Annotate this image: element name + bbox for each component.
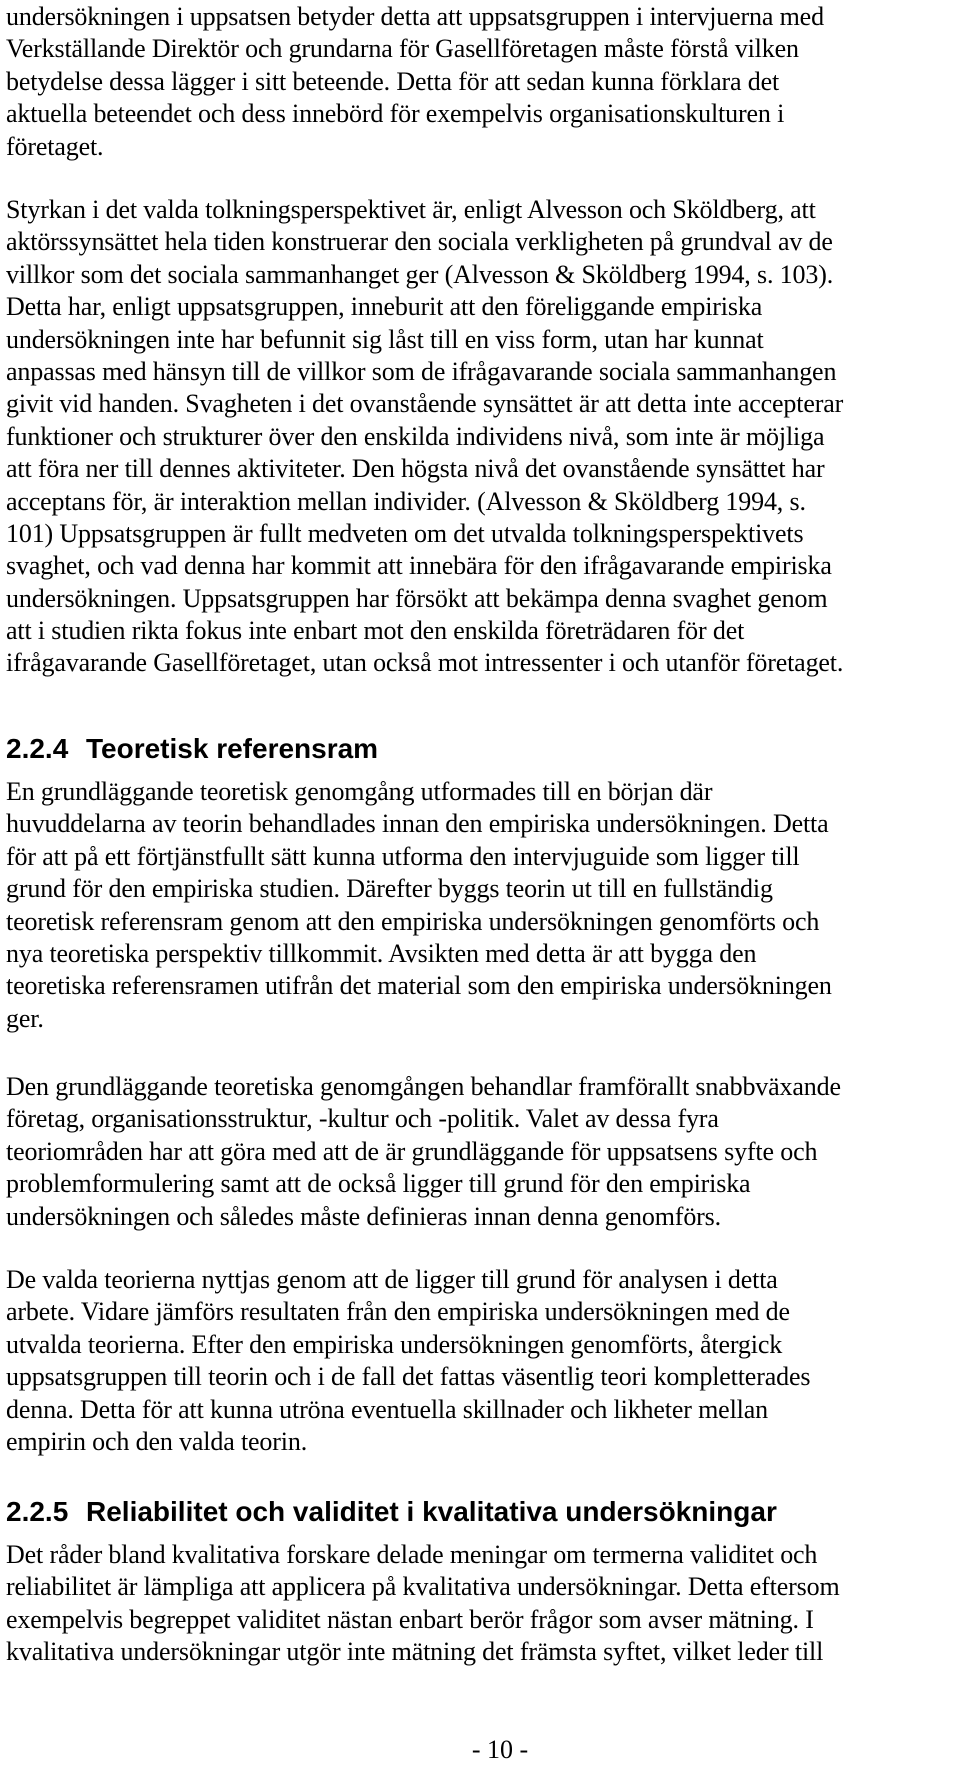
- text-line: teoretisk referensram genom att den empiriska undersökningen genomförts och: [6, 906, 820, 936]
- text-line: problemformulering samt att de också ligger till grund för den empiriska: [6, 1169, 751, 1199]
- text-line: givit vid handen. Svagheten i det ovanstående synsättet är att detta inte accepterar: [6, 389, 844, 419]
- text-line: svaghet, och vad denna har kommit att innebära för den ifrågavarande empiriska: [6, 551, 832, 581]
- text-line: acceptans för, är interaktion mellan individer. (Alvesson & Sköldberg 1994, s.: [6, 486, 806, 516]
- paragraph-teoriomraden: [6, 1071, 956, 1233]
- section-heading-2-2-5: [6, 1495, 777, 1529]
- text-line: betydelse dessa lägger i sitt beteende. Detta för att sedan kunna förklara det: [6, 66, 780, 96]
- text-line: anpassas med hänsyn till de villkor som de ifrågavarande sociala sammanhangen: [6, 356, 837, 386]
- section-title: Reliabilitet och validitet i kvalitativa undersökningar: [86, 1496, 777, 1527]
- text-line: denna. Detta för att kunna utröna eventuella skillnader och likheter mellan: [6, 1394, 768, 1424]
- text-line: undersökningen och således måste definieras innan denna genomförs.: [6, 1201, 721, 1231]
- text-line: aktörssynsättet hela tiden konstruerar den sociala verkligheten på grundval av de: [6, 227, 833, 257]
- text-line: undersökningen inte har befunnit sig låst till en viss form, utan har kunnat: [6, 324, 764, 354]
- text-line: De valda teorierna nyttjas genom att de ligger till grund för analysen i detta: [6, 1265, 778, 1294]
- paragraph-valda-teorier: [6, 1264, 956, 1458]
- text-line: ger.: [6, 1003, 44, 1033]
- text-line: grund för den empiriska studien. Därefter byggs teorin ut till en fullständig: [6, 874, 773, 904]
- text-line: 101) Uppsatsgruppen är fullt medveten om det utvalda tolkningsperspektivets: [6, 518, 804, 548]
- section-title: Teoretisk referensram: [86, 733, 379, 764]
- text-line: teoriområden har att göra med att de är grundläggande för uppsatsens syfte och: [6, 1136, 818, 1166]
- text-line: utvalda teorierna. Efter den empiriska undersökningen genomförts, återgick: [6, 1329, 783, 1359]
- text-line: ifrågavarande Gasellföretaget, utan också mot intressenter i och utanför företaget.: [6, 648, 844, 678]
- text-line: för att på ett förtjänstfullt sätt kunna utforma den intervjuguide som ligger till: [6, 841, 800, 871]
- text-line: undersökningen. Uppsatsgruppen har försökt att bekämpa denna svaghet genom: [6, 583, 828, 613]
- text-line: Detta har, enligt uppsatsgruppen, inneburit att den föreliggande empiriska: [6, 292, 763, 322]
- text-line: undersökningen i uppsatsen betyder detta att uppsatsgruppen i intervjuerna med: [6, 2, 824, 31]
- section-number: 2.2.5: [6, 1496, 69, 1527]
- text-line: huvuddelarna av teorin behandlades innan den empiriska undersökningen. Detta: [6, 809, 829, 839]
- section-heading-2-2-4: [6, 732, 378, 766]
- text-line: aktuella beteendet och dess innebörd för exempelvis organisationskulturen i: [6, 99, 785, 129]
- text-line: Styrkan i det valda tolkningsperspektivet är, enligt Alvesson och Sköldberg, att: [6, 195, 816, 224]
- text-line: empirin och den valda teorin.: [6, 1426, 308, 1456]
- text-line: företag, organisationsstruktur, -kultur och -politik. Valet av dessa fyra: [6, 1104, 719, 1134]
- page-number: - 10 -: [471, 1735, 529, 1764]
- text-line: att i studien rikta fokus inte enbart mot den enskilda företrädaren för det: [6, 616, 745, 646]
- text-line: uppsatsgruppen till teorin och i de fall det fattas väsentlig teori kompletterades: [6, 1362, 811, 1392]
- text-line: Det råder bland kvalitativa forskare delade meningar om termerna validitet och: [6, 1540, 818, 1569]
- text-line: nya teoretiska perspektiv tillkommit. Avsikten med detta är att bygga den: [6, 938, 757, 968]
- text-line: Verkställande Direktör och grundarna för Gasellföretagen måste förstå vilken: [6, 34, 799, 64]
- paragraph-continuation: [6, 1, 956, 163]
- text-line: kvalitativa undersökningar utgör inte mätning det främsta syftet, vilket leder till: [6, 1637, 824, 1667]
- paragraph-tolkningsperspektiv: [6, 194, 956, 680]
- text-line: En grundläggande teoretisk genomgång utformades till en början där: [6, 777, 713, 806]
- text-line: Den grundläggande teoretiska genomgången behandlar framförallt snabbväxande: [6, 1072, 841, 1101]
- text-line: villkor som det sociala sammanhanget ger (Alvesson & Sköldberg 1994, s. 103).: [6, 259, 834, 289]
- text-line: företaget.: [6, 131, 104, 161]
- text-line: funktioner och strukturer över den enskilda individens nivå, som inte är möjliga: [6, 421, 825, 451]
- text-line: teoretiska referensramen utifrån det material som den empiriska undersökningen: [6, 971, 832, 1001]
- text-line: exempelvis begreppet validitet nästan enbart berör frågor som avser mätning. I: [6, 1604, 814, 1634]
- paragraph-reliabilitet-validitet: [6, 1539, 956, 1669]
- text-line: att föra ner till dennes aktiviteter. Den högsta nivå det ovanstående synsättet har: [6, 454, 825, 484]
- paragraph-teoretisk-genomgang: [6, 776, 956, 1035]
- section-number: 2.2.4: [6, 733, 69, 764]
- text-line: reliabilitet är lämpliga att applicera på kvalitativa undersökningar. Detta eftersom: [6, 1572, 840, 1602]
- text-line: arbete. Vidare jämförs resultaten från den empiriska undersökningen med de: [6, 1297, 790, 1327]
